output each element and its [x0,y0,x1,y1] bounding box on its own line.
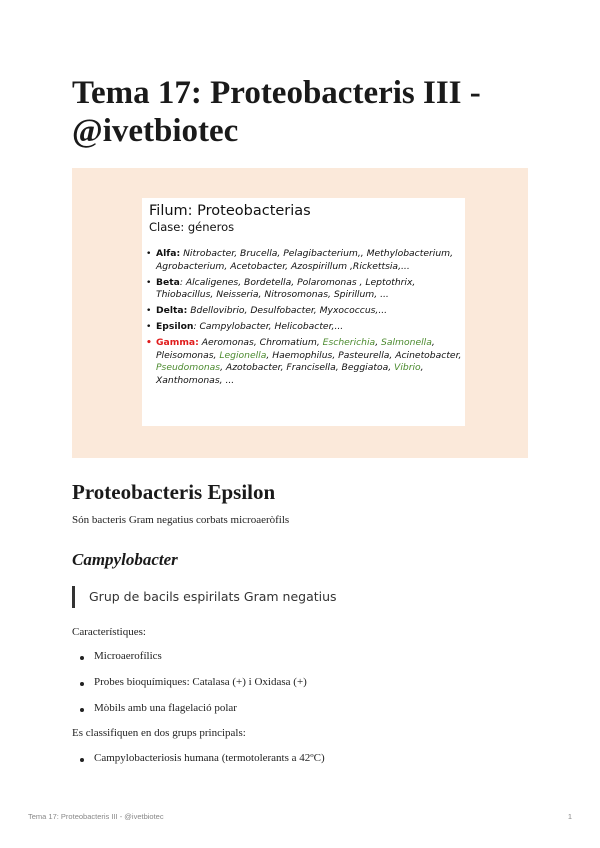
row-label: Alfa: [156,248,181,259]
genera-text: Aeromonas, Chromatium, [201,336,320,348]
genera-text: , Xanthomonas, ... [156,362,424,387]
blockquote: Grup de bacils espirilats Gram negatius [72,586,337,608]
genus-highlight: Salmonella [381,336,432,348]
genus-highlight: Vibrio [394,362,421,374]
characteristics-label: Característiques: [72,626,146,638]
genera-text: , Pleisomonas, [156,336,435,361]
row-label: Beta [156,276,180,288]
slide-subtitle-value: géneros [187,220,235,234]
genus-highlight: Legionella [219,349,267,361]
slide-row-alfa: • Alfa: Nitrobacter, Brucella, Pelagibacterium,, Methylobacterium, Agrobacterium, Acetobacter, Azospirillum ,Rickettsia,... [146,248,454,272]
row-genera: : Campylobacter, Helicobacter,... [193,320,344,332]
genera-text: , [375,336,379,348]
row-label: Epsilon [156,320,194,332]
slide-row-beta: • Beta: Alcaligenes, Bordetella, Polaromonas , Leptothrix, Thiobacillus, Neisseria, Nitrosomonas, Spirillum, ... [146,276,416,301]
section-intro: Són bacteris Gram negatius corbats microaeròfils [72,514,290,526]
page-number: 1 [567,812,572,821]
slide-row-epsilon: • Epsilon: Campylobacter, Helicobacter,... [146,320,344,332]
row-label: Delta: [156,305,188,317]
genus-highlight: Pseudomonas [156,362,221,374]
groups-list [78,752,325,778]
slide-panel [142,198,465,426]
row-label-gamma: Gamma: [156,336,199,348]
list-item: Microaerofílics [78,650,307,676]
slide-row-delta: • Delta: Bdellovibrio, Desulfobacter, Myxococcus,... [146,305,388,317]
page-title: Tema 17: Proteobacteris III - @ivetbiotec [72,75,481,149]
figure-image [72,168,528,458]
section-heading: Proteobacteris Epsilon [72,480,276,504]
genera-text: , Azotobacter, Francisella, Beggiatoa, [220,362,392,374]
list-item: Mòbils amb una flagelació polar [78,702,307,728]
slide-title: Filum: Proteobacterias [149,203,311,219]
row-genera: : Alcaligenes, Bordetella, Polaromonas , Leptothrix, Thiobacillus, Neisseria, Nitrosomonas, Spirillum, ... [156,276,416,301]
classification-label: Es classifiquen en dos grups principals: [72,727,246,739]
list-item: Probes bioquímiques: Catalasa (+) i Oxidasa (+) [78,676,307,702]
row-genera: Bdellovibrio, Desulfobacter, Myxococcus,... [190,305,388,317]
list-item: Campylobacteriosis humana (termotolerants a 42ºC) [78,752,325,778]
footer-title: Tema 17: Proteobacteris III - @ivetbiotec [28,812,164,821]
genera-text: , Haemophilus, Pasteurella, Acinetobacter, [266,349,462,361]
slide-row-gamma: • Gamma: Aeromonas, Chromatium, Escherichia, Salmonella, Pleisomonas, Legionella, Haemophilus, Pasteurella, Acinetobacter, Pseudomonas, Azotobacter, Francisella, Beggiatoa, Vibrio, Xanthomonas, ... [146,336,462,387]
characteristics-list [78,650,307,728]
subsection-heading: Campylobacter [72,550,178,569]
row-genera: Nitrobacter, Brucella, Pelagibacterium,, Methylobacterium, Agrobacterium, Acetobacter, Azospirillum ,Rickettsia,... [156,248,454,272]
genus-highlight: Escherichia [322,336,376,348]
slide-subtitle [149,220,234,234]
slide-genera-list [145,248,463,391]
slide-subtitle-label: Clase: [149,220,185,234]
